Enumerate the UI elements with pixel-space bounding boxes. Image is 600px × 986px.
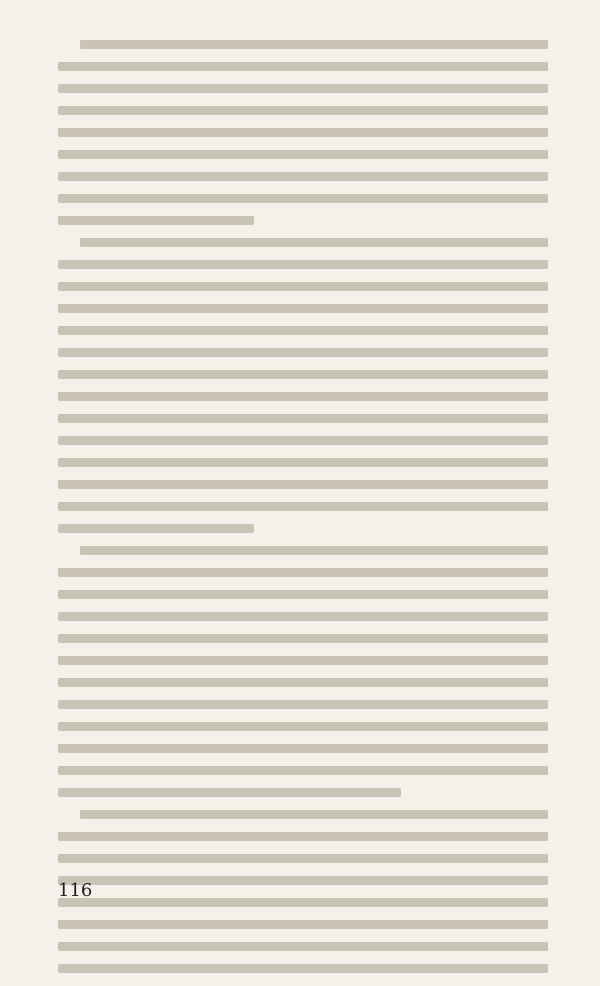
text-block xyxy=(58,546,548,797)
page-body xyxy=(58,40,548,986)
page-number: 116 xyxy=(58,880,93,901)
text-block xyxy=(58,238,548,533)
text-block xyxy=(58,40,548,225)
text-block xyxy=(58,810,548,973)
